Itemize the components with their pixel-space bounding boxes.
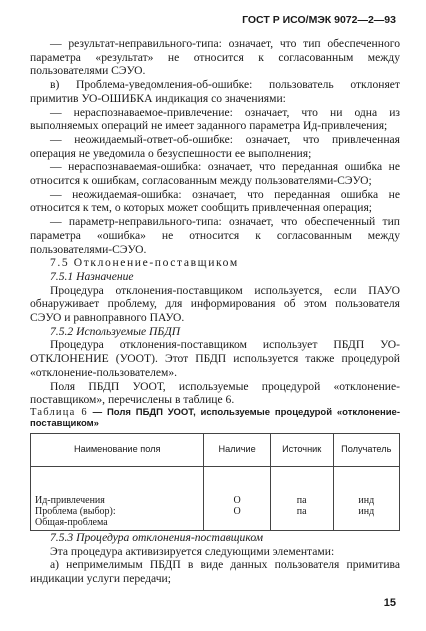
column-header-source: Источник: [270, 433, 333, 466]
paragraph-error-notification-problem: в) Проблема-уведомления-об-ошибке: пользователь отклоняет примитив УО-ОШИБКА индикация со значениями:: [30, 78, 400, 105]
column-header-presence: Наличие: [204, 433, 270, 466]
table-row: [31, 506, 400, 517]
section-heading-7-5-1: 7.5.1 Назначение: [50, 269, 134, 283]
page-number: 15: [383, 597, 396, 609]
paragraph-unexpected-error-response: — неожидаемый-ответ-об-ошибке: означает, что привлеченная операция не уведомила о безуспешности ее выполнения;: [30, 132, 400, 160]
list-item-a: а) непримелимым ПБДП в виде данных пользователя примитива индикации услуги передачи;: [30, 558, 400, 586]
cell-source: па: [270, 506, 333, 517]
paragraph-parameter-wrong-type: — параметр-неправильного-типа: означает, что обеспеченный тип параметра «ошибка» не относится к согласованным между пользователями-СЭУО.: [30, 215, 400, 256]
paragraph-unexpected-error: — неожидаемая-ошибка: означает, что переданная ошибка не относится к тем, о которых может сообщить привлеченная операция;: [30, 187, 400, 215]
column-header-field-name: Наименование поля: [31, 433, 204, 466]
paragraph-unrecognized-invocation: — нераспознаваемое-привлечение: означает, что ни одна из выполняемых операций не имеет заданного параметра Ид-привлечения;: [30, 105, 400, 133]
table-caption-text: — Поля ПБДП УООТ, используемые процедурой «отклонение-поставщиком»: [30, 406, 401, 430]
section-heading-7-5: 7.5 Отклонение-поставщиком: [50, 256, 239, 270]
cell-presence: [204, 517, 270, 531]
table-header-row: [31, 433, 400, 466]
cell-recipient: [333, 517, 399, 531]
cell-field-name: Проблема (выбор):: [31, 506, 204, 517]
page-body: [30, 37, 400, 586]
cell-presence: О: [204, 506, 270, 517]
paragraph-activation: Эта процедура активизируется следующими элементами:: [50, 544, 335, 558]
section-heading-7-5-2: 7.5.2 Используемые ПБДП: [50, 324, 181, 338]
cell-recipient: инд: [333, 506, 399, 517]
cell-source: па: [270, 466, 333, 506]
cell-recipient: инд: [333, 466, 399, 506]
running-header: ГОСТ Р ИСО/МЭК 9072—2—93: [242, 14, 396, 26]
table-row: [31, 466, 400, 506]
fields-table: [30, 433, 400, 531]
cell-field-name: Ид-привлечения: [31, 466, 204, 506]
paragraph-result-wrong-type: — результат-неправильного-типа: означает, что тип обеспеченного параметра «результат» не относится к согласованным между пользователями СЭУО.: [30, 37, 400, 78]
cell-field-name: Общая-проблема: [31, 517, 204, 531]
paragraph-unrecognized-error: — нераспознаваемая-ошибка: означает, что переданная ошибка не относится к ошибкам, согласованным между пользователями-СЭУО;: [30, 160, 400, 188]
cell-source: [270, 517, 333, 531]
section-heading-7-5-3: 7.5.3 Процедура отклонения-поставщиком: [50, 530, 264, 544]
cell-presence: О: [204, 466, 270, 506]
paragraph-fields-table-ref: Поля ПБДП УООТ, используемые процедурой «отклонение-поставщиком», перечислены в таблице 6.: [30, 379, 400, 407]
table-row: [31, 517, 400, 531]
table-caption: [30, 407, 400, 430]
table-label: Таблица 6: [30, 406, 88, 418]
paragraph-pdu-used: Процедура отклонения-поставщиком использует ПБДП УО-ОТКЛОНЕНИЕ (УООТ). Этот ПБДП используется также процедурой «отклонение-пользователем».: [30, 338, 400, 379]
column-header-recipient: Получатель: [333, 433, 399, 466]
paragraph-purpose: Процедура отклонения-поставщиком используется, если ПАУО обнаруживает проблему, для информирования об этом пользователя СЭУО и равноправного ПАУО.: [30, 283, 400, 325]
